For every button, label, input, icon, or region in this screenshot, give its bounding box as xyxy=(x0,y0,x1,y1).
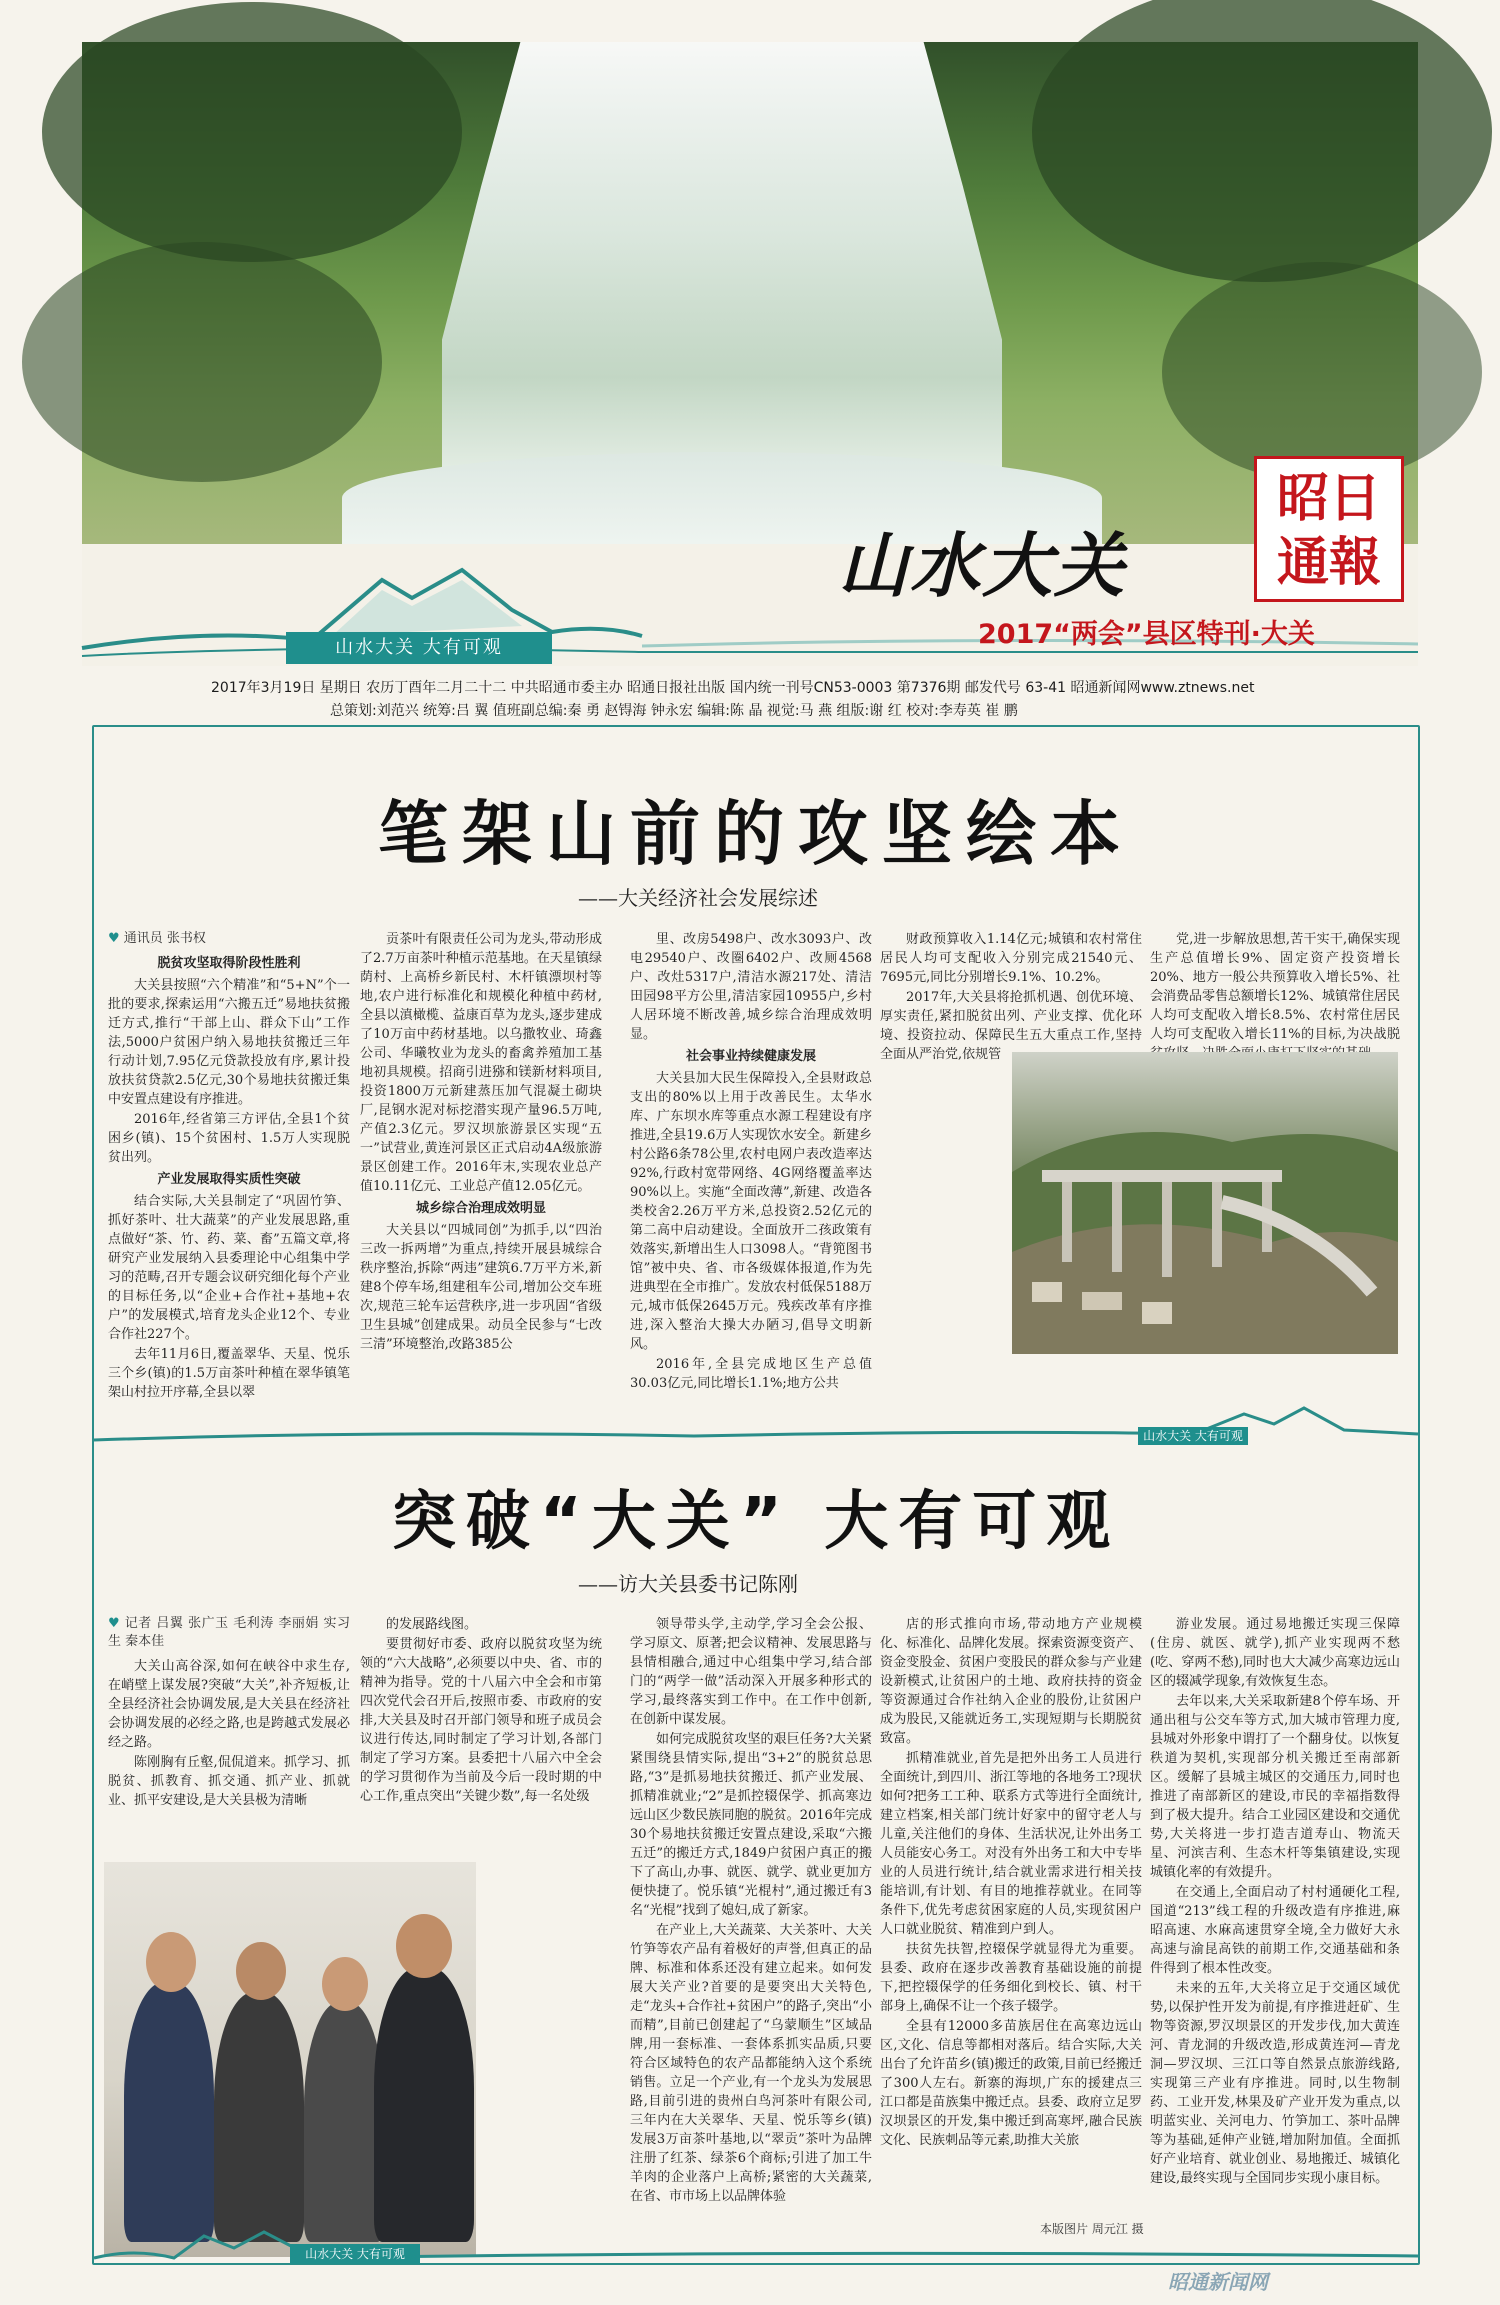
staff-credits: 总策划:刘范兴 统筹:吕 翼 值班副总编:秦 勇 赵锝海 钟永宏 编辑:陈 晶 视觉:马 燕 组版:谢 红 校对:李寿英 崔 鹏 xyxy=(330,703,1018,719)
article1-column-3 xyxy=(630,930,872,1430)
article2-headline: 突破“大关” 大有可观 xyxy=(391,1485,1121,1559)
article2-column-5 xyxy=(1150,1615,1400,2255)
logo-line-1: 昭日 xyxy=(1276,468,1381,529)
paragraph: 大关县按照“六个精准”和“5+N”个一批的要求,探索运用“六搬五迁”易地扶贫搬迁方式,推行“干部上山、群众下山”工作法,5000户贫困户纳入易地扶贫搬迁三年行动计划,7.95亿元贷款投放有序,累计投放扶贫贷款2.5亿元,30个易地扶贫搬迁集中安置点建设有序推进。 xyxy=(108,978,350,1107)
paragraph: 店的形式推向市场,带动地方产业规模化、标准化、品牌化发展。探索资源变资产、资金变股金、贫困户变股民的群众参与产业建设新模式,让贫困户的土地、政府扶持的资金等资源通过合作社纳入企业的股份,让贫困户成为股民,又能就近务工,实现短期与长期脱贫致富。 xyxy=(880,1617,1142,1746)
footer-tag: 山水大关 大有可观 xyxy=(290,2244,420,2264)
paragraph: 抓精准就业,首先是把外出务工人员进行全面统计,到四川、浙江等地的各地务工?现状如何?把务工工种、联系方式等进行全面统计,建立档案,相关部门统计好家中的留守老人与儿童,关注他们的身体、生活状况,让外出务工人员能安心务工。对没有外出务工和大中专毕业的人员进行统计,结合就业需求进行相关技能培训,有计划、有目的地推荐就业。在同等条件下,优先考虑贫困家庭的人员,实现贫困户人口就业脱贫、精准到户到人。 xyxy=(880,1751,1142,1937)
paragraph: 贡茶叶有限责任公司为龙头,带动形成了2.7万亩茶叶种植示范基地。在天星镇绿荫村、上高桥乡新民村、木杆镇漂坝村等地,农户进行标准化和规模化种植中药材,全县以滇橄榄、益康百草为龙头,逐步建成了10万亩中药材基地。以乌撒牧业、琦鑫公司、华曦牧业为龙头的畜禽养殖加工基地初具规模。招商引进猕和镁新材料项目,投资1800万元新建蒸压加气混凝土砌块厂,昆钢水泥对标挖潜实现产量96.5万吨,产值2.3亿元。罗汉坝旅游景区实现“五一”试营业,黄连河景区正式启动4A级旅游景区创建工作。2016年末,实现农业总产值10.11亿元、工业总产值12.05亿元。 xyxy=(360,932,602,1194)
paragraph: 党,进一步解放思想,苦干实干,确保实现生产总值增长9%、固定资产投资增长20%、地方一般公共预算收入增长5%、社会消费品零售总额增长12%、城镇常住居民人均可支配收入增长8.5%、农村常住居民人均可支配收入增长11%的目标,为决战脱 xyxy=(1150,932,1400,1042)
paragraph: 未来的五年,大关将立足于交通区域优势,以保护性开发为前提,有序推进赶矿、生物等资源,罗汉坝景区的开发步伐,加大黄连河、青龙洞的升级改造,形成黄连河—青龙洞—罗汉坝、三江口等自然景点旅游线路,实现第三产业有序推进。同时,以生物制药、工业开发,林果及矿产业开发为重点,以明蓝实业、关河电力、竹笋加工、茶叶品牌等为基础,延伸产业链,增加附加值。全面抓好产业培育、就业创业、易地搬迁、城镇化建设,最终实现与全国同步实现小康目标。 xyxy=(1150,1981,1400,2186)
article2-column-1 xyxy=(108,1615,350,1855)
article2-subtitle: ——访大关县委书记陈刚 xyxy=(578,1572,798,1596)
person-4 xyxy=(374,1967,474,2242)
article1-column-2 xyxy=(360,930,602,1430)
article2-column-4 xyxy=(880,1615,1142,2215)
waterfall xyxy=(442,42,1002,522)
article1-byline: 通讯员 张书权 xyxy=(123,931,206,946)
paragraph: 去年以来,大关采取新建8个停车场、开通出租与公交车等方式,加大城市管理力度,县城对外形象中谓打了一个翻身仗。以恢复秩道为契机,实现部分机关搬迁至南部新区。缓解了县城主城区的交通压力,同时也推进了南部新区的建设,市民的幸福指数得到了极大提升。结合工业园区建设和交通优势,大关将进一步打造吉道寿山、物流天星、河滨吉利、生态木杆等集镇建设,实现城镇化率的有效提升。 xyxy=(1150,1694,1400,1880)
bridge-scene xyxy=(1012,1052,1398,1354)
article1-column-4 xyxy=(880,930,1142,1062)
watermark-logo: 昭通新闻网 xyxy=(1168,2270,1268,2294)
article1-subtitle: ——大关经济社会发展综述 xyxy=(578,886,818,910)
paragraph: 大关县以“四城同创”为抓手,以“四治三改一拆两增”为重点,持续开展县城综合秩序整治,拆除“两违”建筑6.7万平方米,新建8个停车场,组建租车公司,增加公交车班次,规范三轮车运营秩序,进一步巩固“省级卫生县城”创建成果。动员全民参与“七改三清”环境整治,改路385公 xyxy=(360,1223,602,1352)
paragraph: 全县有12000多苗族居住在高寒边远山区,文化、信息等都相对落后。结合实际,大关出台了允许苗乡(镇)搬迁的政策,目前已经搬迁了300人左右。新寨的海坝,广东的援建点三江口都是苗族集中搬迁点。县委、政府立足罗汉坝景区的开发,集中搬迁到高寒坪,融合民族文化、民族刺品等元素,助推大关旅 xyxy=(880,2019,1142,2148)
interview-photo xyxy=(104,1862,476,2257)
person-1 xyxy=(124,1982,214,2242)
paragraph: 2016年,全县完成地区生产总值30.03亿元,同比增长1.1%;地方公共 xyxy=(630,1357,872,1391)
photo-credit: 本版图片 周元江 摄 xyxy=(1040,2222,1144,2236)
heart-icon: ♥ xyxy=(108,931,120,946)
issue-info: 2017年3月19日 星期日 农历丁酉年二月二十二 中共昭通市委主办 昭通日报社出版 国内统一刊号CN53-0003 第7376期 邮发代号 63-41 昭通新闻网www.ztnews.net xyxy=(211,680,1255,696)
person-3 xyxy=(304,2002,384,2242)
paragraph: 如何完成脱贫攻坚的艰巨任务?大关紧紧围绕县情实际,提出“3+2”的脱贫总思路,“3”是抓易地扶贫搬迁、抓产业发展、抓精准就业;“2”是抓控辍保学、抓高寒边远山区少数民族同胞的脱贫。2016年完成30个易地扶贫搬迁安置点建设,采取“六搬五迁”的搬迁方式,1849户贫困户真正的搬下了高山,办事、就医、就学、就业更加方便快捷了。悦乐镇“光棍村”,通过搬迁有3名“光棍”找到了媳妇,成了新家。 xyxy=(630,1732,872,1918)
heart-icon: ♥ xyxy=(108,1616,121,1631)
special-edition-label: 2017“两会”县区特刊·大关 xyxy=(978,619,1315,650)
paragraph: 里、改房5498户、改水3093户、改电29540户、改圈6402户、改厕4568户、改灶5317户,清洁水源217处、清洁田园98平方公里,清洁家园10955户,乡村人居环境不断改善,城乡综合治理成效明显。 xyxy=(630,932,872,1042)
section-heading: 社会事业持续健康发展 xyxy=(685,1049,816,1064)
waterfall-photo xyxy=(82,42,1418,544)
article1-column-5 xyxy=(1150,930,1400,1052)
article2-column-3 xyxy=(630,1615,872,2255)
paragraph: 在交通上,全面启动了村村通硬化工程,国道“213”线工程的升级改造有序推进,麻昭高速、水麻高速贯穿全境,全力做好大永高速与渝昆高铁的前期工作,交通基础和条件得到了根本性改变。 xyxy=(1150,1885,1400,1976)
paragraph: 在产业上,大关蔬菜、大关茶叶、大关竹笋等农产品有着极好的声誉,但真正的品牌、标准和体系还没有建立起来。如何发展大关产业?首要的是要突出大关特色,走“龙头+合作社+贫困户”的路子,突出“小而精”,目前已创建起了“乌蒙顺生”区域品牌,用一套标准、一套体系抓实品质,只要符合区域特色的农产品都能纳入这个系统销售。立足一个产业,有一个龙头为发展思路,目前引进的贵州白鸟河茶叶有限公司,三年内在大关翠华、天星、悦乐等乡(镇)发展3万亩茶叶基地,以“翠贡”茶叶为品牌注册了红茶、绿茶6个商标;引进了加工牛羊肉的企业落户上高桥;紧密的大关蔬菜,在省、市市场上以品牌体验 xyxy=(630,1923,872,2204)
paragraph: 大关山高谷深,如何在峡谷中求生存,在峭壁上谋发展?突破“大关”,补齐短板,让全县经济社会协调发展,是大关县在经济社会协调发展的必经之路,也是跨越式发展必经之路。 xyxy=(108,1659,350,1750)
divider-tag: 山水大关 大有可观 xyxy=(1138,1427,1248,1445)
person-2 xyxy=(214,1992,304,2242)
paragraph: 大关县加大民生保障投入,全县财政总支出的80%以上用于改善民生。太华水库、广东坝水库等重点水源工程建设有序推进,全县19.6万人实现饮水安全。新建乡村公路6条78公里,农村电网户表改造率达92%,行政村宽带网络、4G网络覆盖率达90%以上。实施“全面改薄”,新建、改造各类校舍2.26万平方米,总投资2.52亿元的第二高中启动建设。全面放开二孩政策有效落实,新增出生人口3098人。“背篼图书馆”被中央、省、市各级媒体报道,作为先进典型在全市推广。发放农村低保5188万元,城市低保2645万元。残疾改革有序推进,深入整治大操大办陋习,倡导文明新风。 xyxy=(630,1071,872,1352)
article1-headline: 笔架山前的攻坚绘本 xyxy=(378,793,1134,875)
article2-column-2 xyxy=(360,1615,602,1855)
article1-column-1 xyxy=(108,930,350,1430)
logo-line-2: 通報 xyxy=(1276,532,1381,593)
paragraph: 财政预算收入1.14亿元;城镇和农村常住居民人均可支配收入分别完成21540元、7695元,同比分别增长9.1%、10.2%。 xyxy=(880,932,1142,985)
paragraph: 扶贫先扶智,控辍保学就显得尤为重要。县委、政府在逐步改善教育基础设施的前提下,把控辍保学的任务细化到校长、镇、村干部身上,确保不让一个孩子辍学。 xyxy=(880,1942,1142,2014)
article2-byline: 记者 吕翼 张广玉 毛利涛 李丽娟 实习生 秦本佳 xyxy=(108,1616,350,1649)
masthead-tag: 山水大关 大有可观 xyxy=(286,632,552,664)
paragraph: 2017年,大关县将抢抓机遇、创优环境、厚实责任,紧扣脱贫出列、产业支撑、优化环境、投资拉动、保障民生五大重点工作,坚持全面从严治党,依规管 xyxy=(880,990,1142,1062)
paragraph: 要贯彻好市委、政府以脱贫攻坚为统领的“六大战略”,必须要以中央、省、市的精神为指导。党的十八届六中全会和市第四次党代会召开后,按照市委、市政府的安排,大关县及时召开部门领导和班子成员会议进行传达,同时制定了学习计划,各部门制定了学习方案。县委把十八届六中全会的学习贯彻作为当前及今后一段时期的中心工作,重点突出“关键少数”,每一名处级 xyxy=(360,1637,602,1804)
paragraph: 去年11月6日,覆盖翠华、天星、悦乐三个乡(镇)的1.5万亩茶叶种植在翠华镇笔架山村拉开序幕,全县以翠 xyxy=(108,1347,350,1400)
masthead-title: 山水大关 xyxy=(838,524,1126,607)
zhaotong-daily-logo xyxy=(1254,456,1404,602)
paragraph: 领导带头学,主动学,学习全会公报、学习原文、原著;把会议精神、发展思路与县情相融合,通过中心组集中学习,结合部门的“两学一做”活动深入开展多种形式的学习,最终落实到工作中。在工作中创新,在创新中谋发展。 xyxy=(630,1617,872,1727)
paragraph: 游业发展。通过易地搬迁实现三保障(住房、就医、就学),抓产业实现两不愁(吃、穿两不愁),同时也大大减少高寒边远山区的辍减学现象,有效恢复生态。 xyxy=(1150,1617,1400,1689)
paragraph: 陈刚胸有丘壑,侃侃道来。抓学习、抓脱贫、抓教育、抓交通、抓产业、抓就业、抓平安建设,是大关县极为清晰 xyxy=(108,1755,350,1808)
bridge-photo xyxy=(1012,1052,1398,1354)
paragraph: 2016年,经省第三方评估,全县1个贫困乡(镇)、15个贫困村、1.5万人实现脱贫出列。 xyxy=(108,1112,350,1165)
section-heading: 城乡综合治理成效明显 xyxy=(415,1201,546,1216)
paragraph: 的发展路线图。 xyxy=(386,1617,478,1632)
section-heading: 产业发展取得实质性突破 xyxy=(157,1172,301,1187)
section-heading: 脱贫攻坚取得阶段性胜利 xyxy=(157,956,301,971)
paragraph: 结合实际,大关县制定了“巩固竹笋、抓好茶叶、壮大蔬菜”的产业发展思路,重点做好“茶、竹、药、菜、畜”五篇文章,将研究产业发展纳入县委理论中心组集中学习的范畴,召开专题会议研究细化每个产业的目标任务,以“企业+合作社+基地+农户”的发展模式,培育龙头企业12个、专业合作社227个。 xyxy=(108,1194,350,1342)
